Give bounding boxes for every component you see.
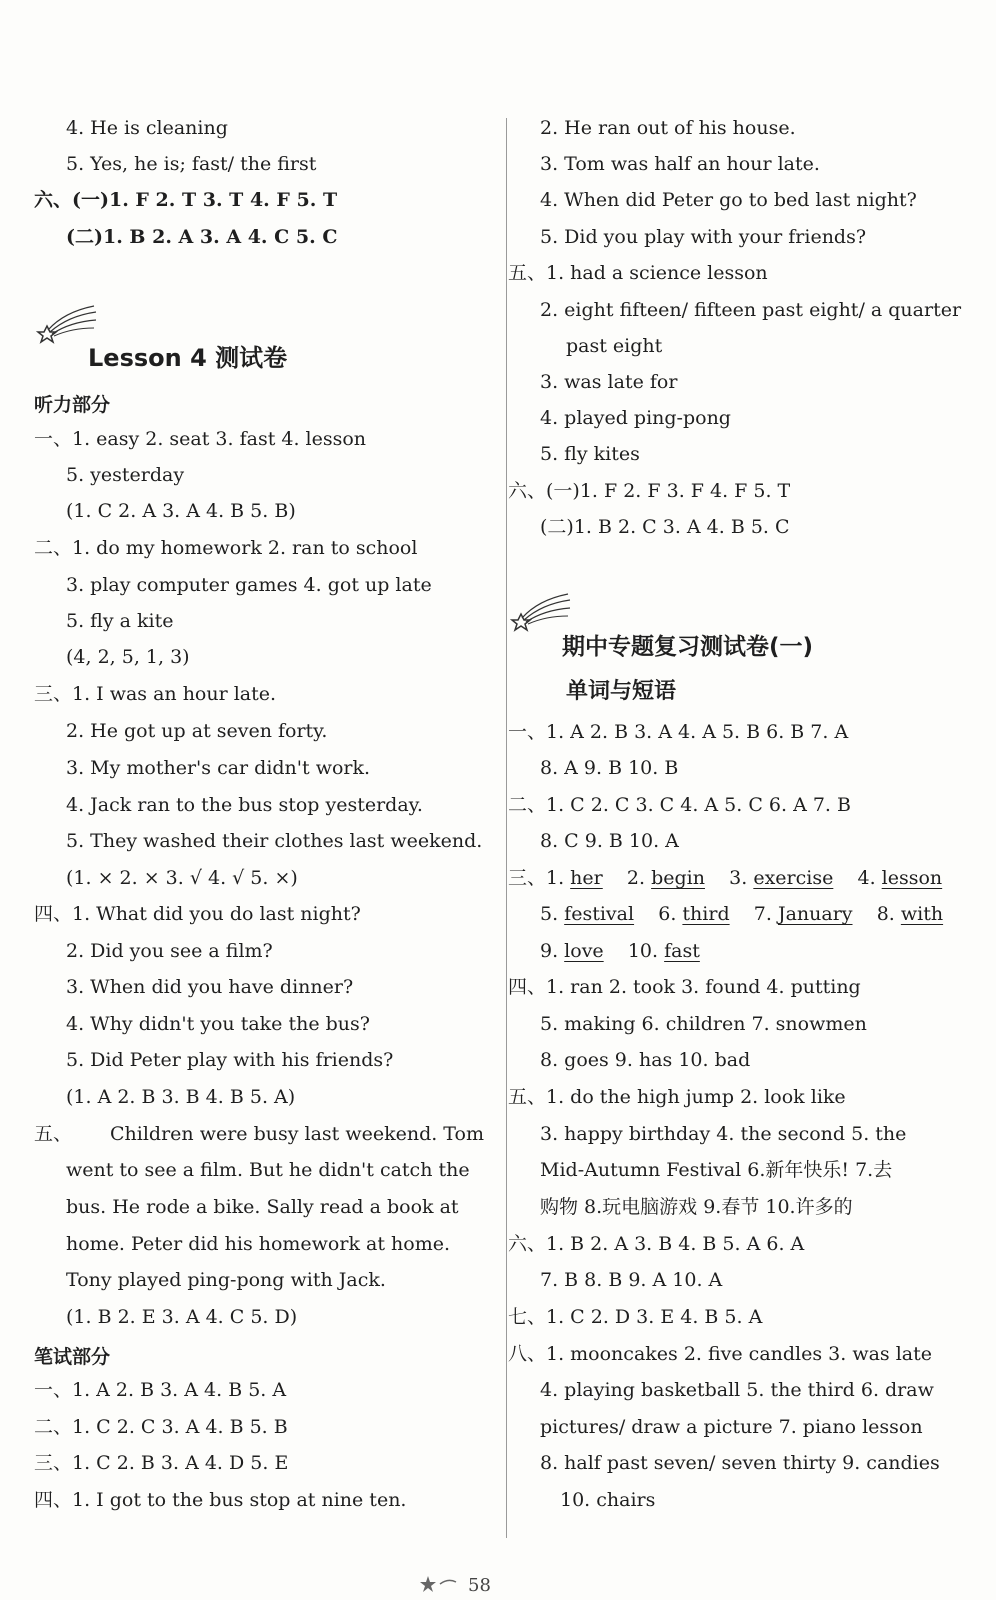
answer-line: past eight <box>566 335 663 357</box>
exam-subtitle: 单词与短语 <box>566 679 677 704</box>
answer-line: 六、1. B 2. A 3. B 4. B 5. A 6. A <box>508 1233 805 1255</box>
underlined-word: third <box>682 903 730 925</box>
answer-line: 4. playing basketball 5. the third 6. draw <box>540 1379 934 1401</box>
star-icon <box>420 1572 460 1596</box>
lesson-title: Lesson 4 测试卷 <box>88 344 288 372</box>
answer-line: 六、(一)1. F 2. T 3. T 4. F 5. T <box>34 189 338 211</box>
passage-line: home. Peter did his homework at home. <box>66 1233 450 1255</box>
answer-line: (二)1. B 2. A 3. A 4. C 5. C <box>66 226 338 248</box>
underlined-word: January <box>777 903 853 925</box>
answer-line: 3. When did you have dinner? <box>66 976 354 998</box>
column-divider <box>506 118 507 1538</box>
answer-line: 3. happy birthday 4. the second 5. the <box>540 1123 907 1145</box>
answer-line: 四、1. I got to the bus stop at nine ten. <box>34 1489 407 1511</box>
answer-line: 5. Did you play with your friends? <box>540 226 867 248</box>
answer-line: 五、1. had a science lesson <box>508 262 768 284</box>
answer-line: 4. played ping-pong <box>540 407 731 429</box>
answer-line: 3. play computer games 4. got up late <box>66 574 432 596</box>
answer-line: pictures/ draw a picture 7. piano lesson <box>540 1416 923 1438</box>
page-number: 58 <box>468 1575 491 1596</box>
answer-line: 8. C 9. B 10. A <box>540 830 679 852</box>
answer-line: (4, 2, 5, 1, 3) <box>66 646 190 668</box>
answer-line: (1. C 2. A 3. A 4. B 5. B) <box>66 500 296 522</box>
passage-line: went to see a film. But he didn't catch the <box>66 1159 470 1181</box>
answer-line: 2. He got up at seven forty. <box>66 720 328 742</box>
answer-line: 5. fly a kite <box>66 610 174 632</box>
answer-line: 一、1. easy 2. seat 3. fast 4. lesson <box>34 428 367 450</box>
answer-line: 5. festival 6. third 7. January 8. with <box>540 903 944 925</box>
answer-line: 10. chairs <box>560 1489 656 1511</box>
answer-line: 五、1. do the high jump 2. look like <box>508 1086 846 1108</box>
answer-line: 4. When did Peter go to bed last night? <box>540 189 917 211</box>
passage-label: 五、 <box>34 1123 73 1145</box>
answer-line: 5. yesterday <box>66 464 185 486</box>
answer-line: 8. half past seven/ seven thirty 9. candies <box>540 1452 940 1474</box>
answer-line: (二)1. B 2. C 3. A 4. B 5. C <box>540 516 790 538</box>
underlined-word: festival <box>564 903 635 925</box>
answer-line: 一、1. A 2. B 3. A 4. A 5. B 6. B 7. A <box>508 721 849 743</box>
answer-line: 四、1. What did you do last night? <box>34 903 361 925</box>
answer-line: 3. Tom was half an hour late. <box>540 153 820 175</box>
underlined-word: exercise <box>753 867 834 889</box>
passage-line: Children were busy last weekend. Tom <box>110 1123 484 1145</box>
answer-line: 2. Did you see a film? <box>66 940 273 962</box>
answer-line: 购物 8.玩电脑游戏 9.春节 10.许多的 <box>540 1196 853 1218</box>
answer-line: 8. goes 9. has 10. bad <box>540 1049 751 1071</box>
answer-line: 三、1. her 2. begin 3. exercise 4. lesson <box>508 867 943 889</box>
underlined-word: with <box>900 903 944 925</box>
answer-line: 二、1. C 2. C 3. A 4. B 5. B <box>34 1416 288 1438</box>
answer-line: 七、1. C 2. D 3. E 4. B 5. A <box>508 1306 763 1328</box>
answer-line: 7. B 8. B 9. A 10. A <box>540 1269 723 1291</box>
answer-line: 三、1. I was an hour late. <box>34 683 277 705</box>
answer-line: 5. Yes, he is; fast/ the first <box>66 153 317 175</box>
underlined-word: lesson <box>881 867 943 889</box>
answer-line: 2. He ran out of his house. <box>540 117 796 139</box>
answer-line: 四、1. ran 2. took 3. found 4. putting <box>508 976 861 998</box>
answer-line: 三、1. C 2. B 3. A 4. D 5. E <box>34 1452 289 1474</box>
answer-line: 2. eight fifteen/ fifteen past eight/ a quarter <box>540 299 962 321</box>
answer-line: 4. Why didn't you take the bus? <box>66 1013 370 1035</box>
passage-line: (1. B 2. E 3. A 4. C 5. D) <box>66 1306 298 1328</box>
answer-line: 9. love 10. fast <box>540 940 700 962</box>
answer-line: 5. fly kites <box>540 443 640 465</box>
answer-line: 5. Did Peter play with his friends? <box>66 1049 394 1071</box>
answer-line: 二、1. C 2. C 3. C 4. A 5. C 6. A 7. B <box>508 794 851 816</box>
answer-line: 5. They washed their clothes last weekend. <box>66 830 483 852</box>
passage-line: Tony played ping-pong with Jack. <box>66 1269 386 1291</box>
answer-line: Mid-Autumn Festival 6.新年快乐! 7.去 <box>540 1159 893 1181</box>
answer-line: 4. He is cleaning <box>66 117 228 139</box>
answer-line: 六、(一)1. F 2. F 3. F 4. F 5. T <box>508 480 791 502</box>
underlined-word: love <box>564 940 604 962</box>
underlined-word: fast <box>664 940 700 962</box>
answer-line: 一、1. A 2. B 3. A 4. B 5. A <box>34 1379 287 1401</box>
section-title-listening: 听力部分 <box>34 394 111 416</box>
answer-line: (1. × 2. × 3. √ 4. √ 5. ×) <box>66 867 298 889</box>
answer-line: 3. My mother's car didn't work. <box>66 757 371 779</box>
exam-title: 期中专题复习测试卷(一) <box>562 634 814 660</box>
underlined-word: her <box>570 867 603 889</box>
answer-line: 4. Jack ran to the bus stop yesterday. <box>66 794 423 816</box>
answer-line: 八、1. mooncakes 2. five candles 3. was late <box>508 1343 932 1365</box>
answer-line: (1. A 2. B 3. B 4. B 5. A) <box>66 1086 296 1108</box>
answer-line: 5. making 6. children 7. snowmen <box>540 1013 867 1035</box>
answer-line: 8. A 9. B 10. B <box>540 757 679 779</box>
passage-line: bus. He rode a bike. Sally read a book at <box>66 1196 459 1218</box>
underlined-word: begin <box>651 867 705 889</box>
footer-ornament <box>420 1572 460 1600</box>
answer-line: 二、1. do my homework 2. ran to school <box>34 537 418 559</box>
section-title-written: 笔试部分 <box>34 1346 111 1368</box>
answer-line: 3. was late for <box>540 371 678 393</box>
